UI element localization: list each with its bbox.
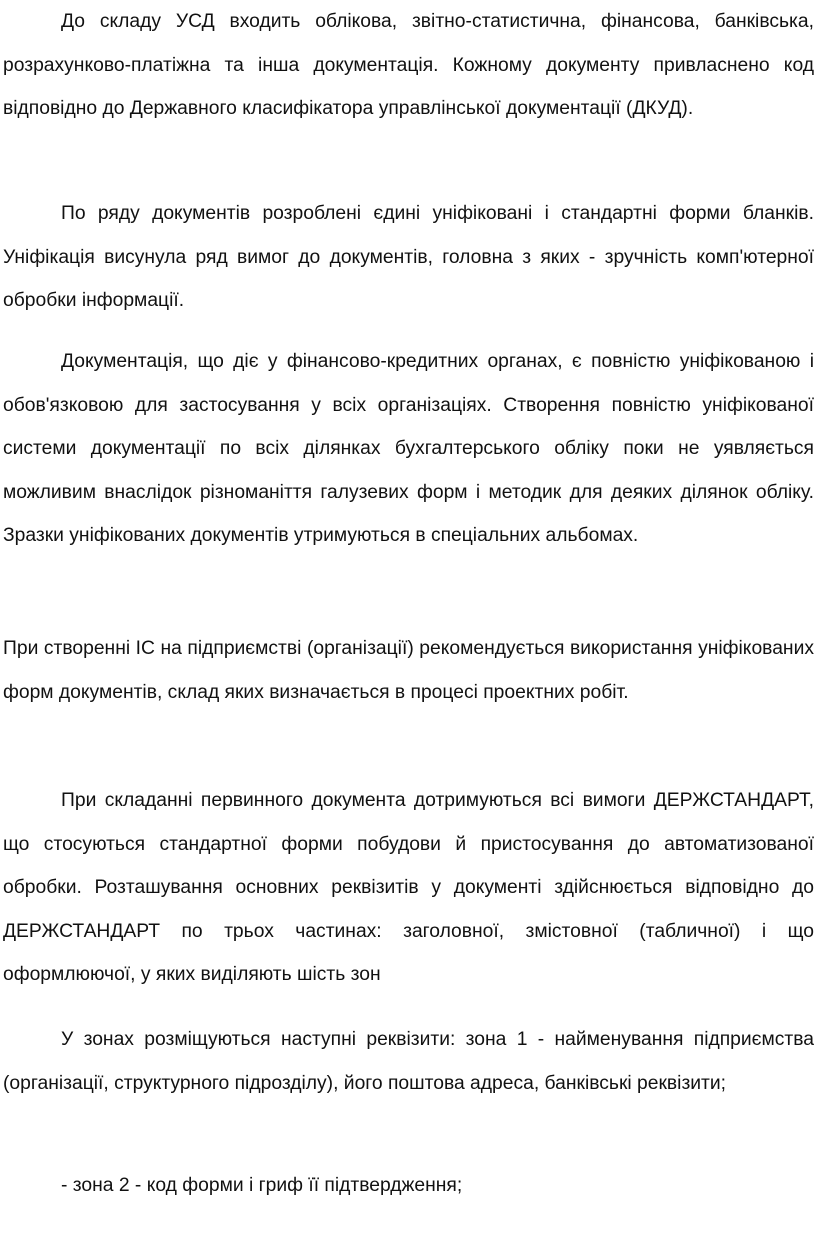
paragraph-usd-composition: До складу УСД входить облікова, звітно-статистична, фінансова, банківська, розрахунково-платіжна та інша документація. Кожному документу привласнено код відповідно до Державного класифікатора управлінської документації (ДКУД). <box>3 11 814 119</box>
paragraph-zone-2: - зона 2 - код форми і гриф її підтвердження; <box>61 1175 463 1196</box>
paragraph-financial-documentation: Документація, що діє у фінансово-кредитних органах, є повністю уніфікованою і обов'язковою для застосування у всіх організаціях. Створення повністю уніфікованої системи документації по всіх ділянках бухгалтерського обліку поки не уявляється можливим внаслідок різноманіття галузевих форм і методик для деяких ділянок обліку. Зразки уніфікованих документів утримуються в спеціальних альбомах. <box>3 351 814 546</box>
paragraph-zones-requisites: У зонах розміщуються наступні реквізити: зона 1 - найменування підприємства (організації, структурного підрозділу), його поштова адреса, банківські реквізити; <box>3 1029 814 1094</box>
paragraph-is-creation: При створенні ІС на підприємстві (організації) рекомендується використання уніфікованих форм документів, склад яких визначається в процесі проектних робіт. <box>3 638 814 703</box>
paragraph-unified-forms: По ряду документів розроблені єдині уніфіковані і стандартні форми бланків. Уніфікація висунула ряд вимог до документів, головна з яких - зручність комп'ютерної обробки інформації. <box>3 203 814 311</box>
paragraph-primary-document: При складанні первинного документа дотримуються всі вимоги ДЕРЖСТАНДАРТ, що стосуються стандартної форми побудови й пристосування до автоматизованої обробки. Розташування основних реквізитів у документі здійснюється відповідно до ДЕРЖСТАНДАРТ по трьох частинах: заголовної, змістовної (табличної) і що оформлюючої, у яких виділяють шість зон <box>3 790 814 985</box>
